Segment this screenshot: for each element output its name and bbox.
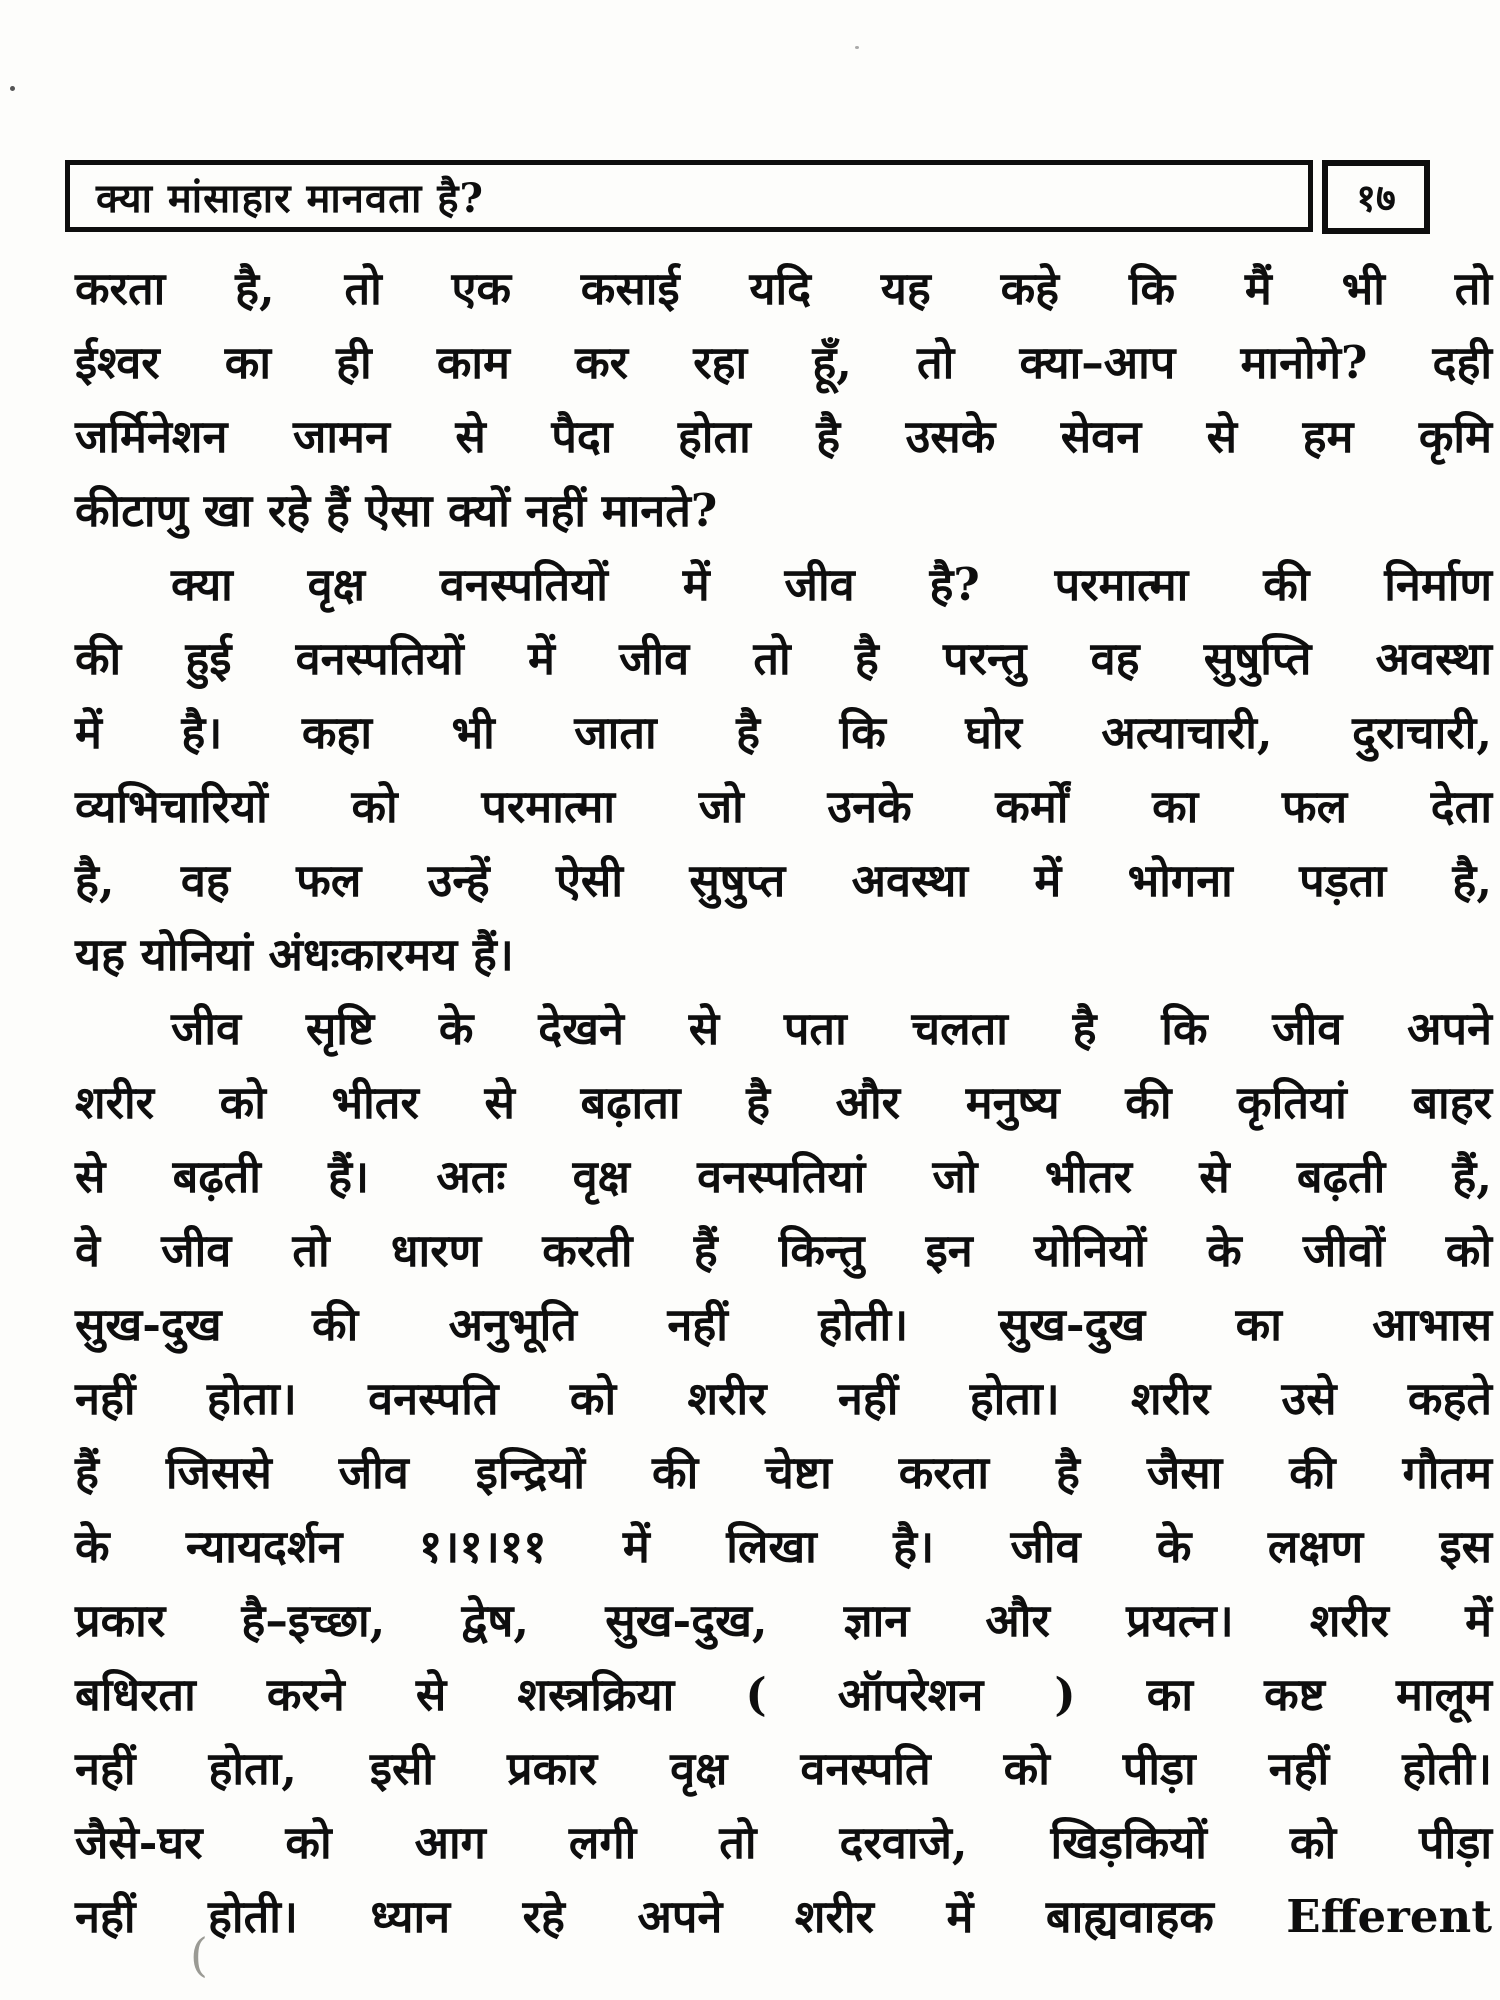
- text-line: है, वह फल उन्हें ऐसी सुषुप्त अवस्था में भोगना पड़ता है,: [75, 854, 1492, 907]
- text-line: प्रकार है–इच्छा, द्वेष, सुख-दुख, ज्ञान और प्रयत्न। शरीर में: [75, 1594, 1492, 1647]
- text-line: ईश्वर का ही काम कर रहा हूँ, तो क्या–आप मानोगे? दही: [75, 336, 1492, 389]
- text-line: क्या वृक्ष वनस्पतियों में जीव है? परमात्मा की निर्माण: [171, 558, 1492, 611]
- scan-speck: [10, 86, 15, 91]
- text-line: में है। कहा भी जाता है कि घोर अत्याचारी, दुराचारी,: [75, 706, 1492, 759]
- text-line: सुख-दुख की अनुभूति नहीं होती। सुख-दुख का आभास: [75, 1298, 1492, 1351]
- text-line: व्यभिचारियों को परमात्मा जो उनके कर्मों का फल देता: [75, 780, 1492, 833]
- text-line: करता है, तो एक कसाई यदि यह कहे कि मैं भी तो: [75, 262, 1492, 315]
- text-line: नहीं होता। वनस्पति को शरीर नहीं होता। शरीर उसे कहते: [75, 1372, 1492, 1425]
- text-line: बधिरता करने से शस्त्रक्रिया ( ऑपरेशन ) का कष्ट मालूम: [75, 1668, 1492, 1721]
- page-number-box: [1322, 160, 1430, 234]
- text-line: जीव सृष्टि के देखने से पता चलता है कि जीव अपने: [171, 1002, 1492, 1055]
- text-line: नहीं होता, इसी प्रकार वृक्ष वनस्पति को पीड़ा नहीं होती।: [75, 1742, 1492, 1795]
- pen-mark-artifact: (: [190, 1928, 208, 1982]
- page-header: [65, 160, 1313, 232]
- body-text: [75, 252, 1492, 1954]
- page-number: १७: [1356, 175, 1396, 220]
- text-line: यह योनियां अंधःकारमय हैं।: [75, 928, 514, 981]
- text-line: से बढ़ती हैं। अतः वृक्ष वनस्पतियां जो भीतर से बढ़ती हैं,: [75, 1150, 1492, 1203]
- text-line: हैं जिससे जीव इन्द्रियों की चेष्टा करता है जैसा की गौतम: [75, 1446, 1492, 1499]
- chapter-title: क्या मांसाहार मानवता है?: [96, 174, 484, 222]
- text-line: जर्मिनेशन जामन से पैदा होता है उसके सेवन से हम कृमि: [75, 410, 1492, 463]
- text-line: के न्यायदर्शन १।१।११ में लिखा है। जीव के लक्षण इस: [75, 1520, 1492, 1573]
- text-line: नहीं होती। ध्यान रहे अपने शरीर में बाह्यवाहक Efferent: [75, 1890, 1492, 1943]
- text-line: कीटाणु खा रहे हैं ऐसा क्यों नहीं मानते?: [75, 484, 718, 537]
- text-line: जैसे-घर को आग लगी तो दरवाजे, खिड़कियों को पीड़ा: [75, 1816, 1492, 1869]
- text-line: वे जीव तो धारण करती हैं किन्तु इन योनियों के जीवों को: [75, 1224, 1492, 1277]
- text-line: शरीर को भीतर से बढ़ाता है और मनुष्य की कृतियां बाहर: [75, 1076, 1492, 1129]
- scan-speck: [855, 46, 859, 49]
- text-line: की हुई वनस्पतियों में जीव तो है परन्तु वह सुषुप्ति अवस्था: [75, 632, 1492, 685]
